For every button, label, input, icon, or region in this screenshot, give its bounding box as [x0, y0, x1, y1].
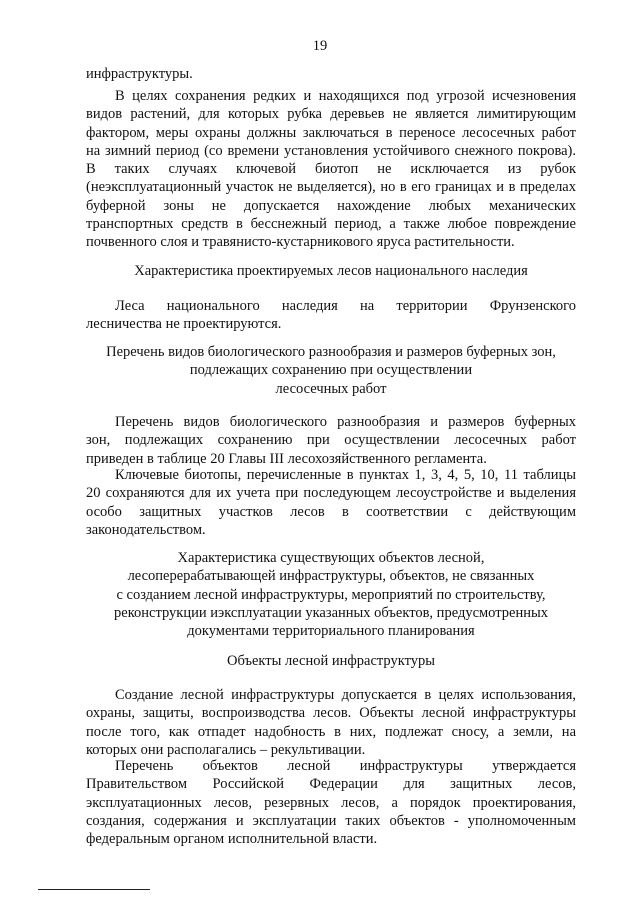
section-heading [86, 549, 576, 640]
paragraph [86, 757, 576, 848]
text-line: инфраструктуры. [86, 66, 193, 82]
paragraph [86, 297, 576, 334]
text-line: транспортных средств в бесснежный период, а также любое повреждение [86, 216, 576, 233]
text-line: фактором, меры охраны должны заключаться в переносе лесосечных работ [86, 124, 576, 141]
text-line: Объекты лесной инфраструктуры [227, 653, 435, 669]
section-heading [86, 262, 576, 280]
text-line: зон, подлежащих сохранению при осуществлении лесосечных работ [86, 432, 576, 449]
text-line: лесничества не проектируются. [86, 316, 282, 333]
text-line: эксплуатационных лесов, резервных лесов, а порядок проектирования, [86, 794, 576, 811]
text-line: почвенного слоя и травянисто-кустарникового яруса растительности. [86, 234, 515, 251]
text-line: на зимний период (со времени установления устойчивого снежного покрова). [86, 142, 576, 159]
section-heading [86, 343, 576, 398]
text-line: которых они располагались – рекультивации. [86, 741, 366, 758]
text-line: видов растений, для которых рубка деревьев не является лимитирующим [86, 106, 576, 123]
text-line: Правительством Российской Федерации для защитных лесов, [86, 776, 576, 793]
footnote-separator [38, 889, 150, 890]
text-line: буферной зоны не допускается нахождение любых механических [86, 197, 576, 214]
text-line: 20 сохраняются для их учета при последующем лесоустройстве и выделения [86, 485, 576, 502]
text-line: после того, как отпадет надобность в них, подлежат сносу, а земли, на [86, 723, 576, 740]
text-line: Ключевые биотопы, перечисленные в пунктах 1, 3, 4, 5, 10, 11 таблицы [86, 467, 576, 483]
text-line: лесоперерабатывающей инфраструктуры, объектов, не связанных [127, 568, 535, 585]
text-line: Характеристика проектируемых лесов национального наследия [134, 263, 528, 279]
text-line: (неэксплуатационный участок не выделяется), но в его границах и в пределах [86, 179, 576, 196]
text-line: приведен в таблице 20 Главы III лесохозяйственного регламента. [86, 450, 487, 467]
text-line: В таких случаях ключевой биотоп не исключается из рубок [86, 161, 576, 178]
paragraph [86, 87, 576, 252]
paragraph [86, 466, 576, 539]
text-line: документами территориального планирования [187, 623, 475, 640]
text-line: с созданием лесной инфраструктуры, мероприятий по строительству, [116, 586, 546, 603]
paragraph [86, 65, 576, 83]
text-line: Перечень объектов лесной инфраструктуры утверждается [86, 758, 576, 774]
text-line: охраны, защиты, воспроизводства лесов. Объекты лесной инфраструктуры [86, 705, 576, 722]
text-line: Характеристика существующих объектов лесной, [177, 550, 485, 566]
text-line: Перечень видов биологического разнообразия и размеров буферных зон, [106, 344, 556, 360]
text-line: Создание лесной инфраструктуры допускается в целях использования, [86, 687, 576, 703]
text-line: лесосечных работ [275, 380, 387, 397]
paragraph [86, 686, 576, 759]
section-heading [86, 652, 576, 670]
text-line: Леса национального наследия на территории Фрунзенского [86, 298, 576, 314]
text-line: реконструкции иэксплуатации указанных объектов, предусмотренных [114, 604, 548, 621]
text-line: федеральным органом исполнительной власти. [86, 831, 378, 848]
text-line: В целях сохранения редких и находящихся под угрозой исчезновения [86, 88, 576, 104]
text-line: создания, содержания и эксплуатации таких объектов - уполномоченным [86, 812, 576, 829]
text-line: подлежащих сохранению при осуществлении [189, 362, 473, 379]
text-line: законодательством. [86, 521, 206, 538]
paragraph [86, 413, 576, 468]
text-line: Перечень видов биологического разнообразия и размеров буферных [86, 414, 576, 430]
text-line: особо защитных участков лесов в соответствии с действующим [86, 503, 576, 520]
page-number: 19 [312, 38, 328, 54]
